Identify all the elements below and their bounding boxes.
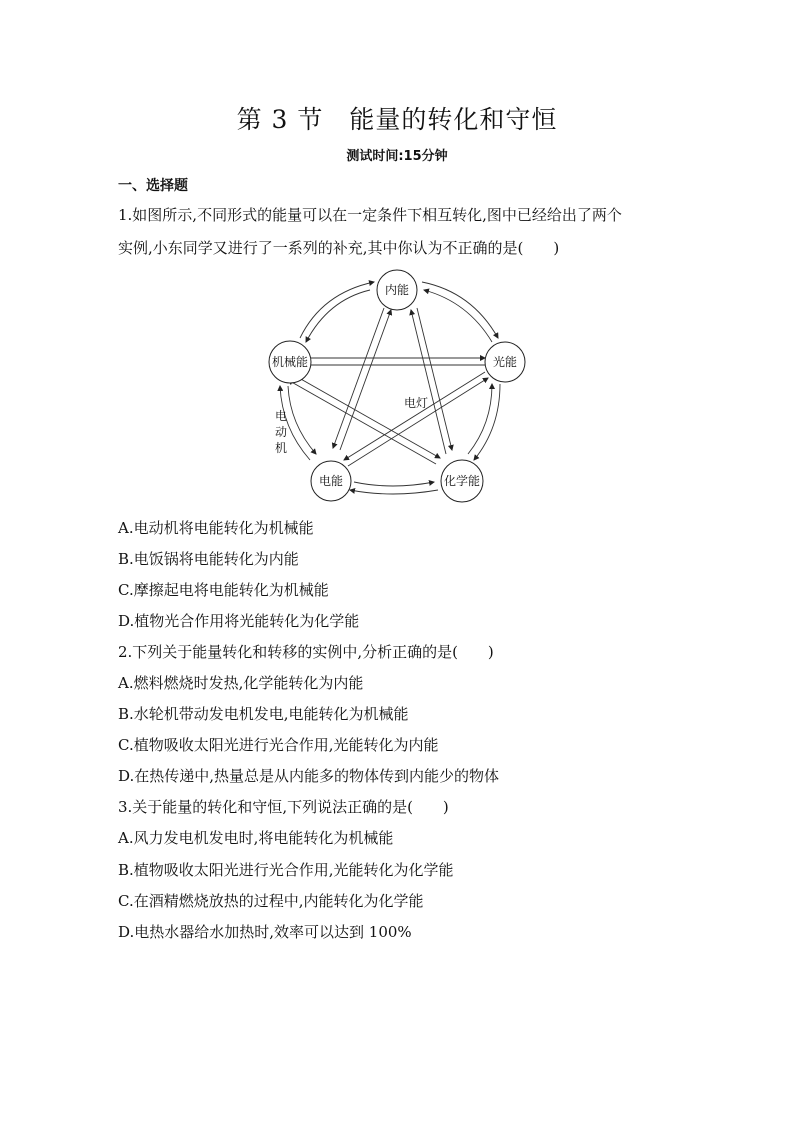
node-internal-label: 内能 — [384, 283, 410, 297]
arrow-chemical-to-light — [468, 384, 492, 454]
q3-stem: 3.关于能量的转化和守恒,下列说法正确的是( ) — [118, 798, 449, 816]
q2-option-b: B.水轮机带动发电机发电,电能转化为机械能 — [118, 705, 409, 723]
q3-option-d: D.电热水器给水加热时,效率可以达到 100% — [118, 923, 412, 941]
lamp-label: 电灯 — [403, 396, 429, 410]
q1-option-a: A.电动机将电能转化为机械能 — [118, 519, 314, 537]
arrow-mechanical-to-electric — [288, 386, 316, 454]
node-light-label: 光能 — [492, 355, 518, 369]
arrow-internal-to-electric — [333, 308, 384, 448]
arrow-mechanical-to-chemical — [292, 374, 440, 458]
arrow-electric-to-chemical — [354, 482, 434, 486]
arrow-chemical-to-electric — [350, 490, 438, 494]
arrow-electric-to-light — [348, 378, 488, 466]
node-chemical-label: 化学能 — [443, 474, 481, 488]
q3-option-c: C.在酒精燃烧放热的过程中,内能转化为化学能 — [118, 892, 424, 910]
q2-option-c: C.植物吸收太阳光进行光合作用,光能转化为内能 — [118, 736, 439, 754]
page-title: 第 3 节 能量的转化和守恒 — [236, 105, 558, 134]
q2-stem: 2.下列关于能量转化和转移的实例中,分析正确的是( ) — [118, 643, 494, 661]
arrow-chemical-to-internal — [411, 310, 446, 454]
q2-option-a: A.燃料燃烧时发热,化学能转化为内能 — [118, 674, 364, 692]
q3-option-b: B.植物吸收太阳光进行光合作用,光能转化为化学能 — [118, 861, 454, 879]
q1-option-b: B.电饭锅将电能转化为内能 — [118, 550, 299, 568]
arrow-electric-to-internal — [340, 310, 391, 450]
arrow-chemical-to-mechanical — [288, 380, 436, 464]
q3-option-a: A.风力发电机发电时,将电能转化为机械能 — [118, 829, 394, 847]
q1-option-c: C.摩擦起电将电能转化为机械能 — [118, 581, 329, 599]
energy-conversion-diagram — [262, 268, 542, 508]
arrow-light-to-chemical — [474, 384, 500, 460]
test-time: 测试时间:15分钟 — [346, 149, 448, 164]
motor-label-1: 电 — [274, 409, 288, 423]
motor-label-2: 动 — [274, 425, 288, 439]
q1-stem-line1: 1.如图所示,不同形式的能量可以在一定条件下相互转化,图中已经给出了两个 — [118, 206, 622, 224]
arrow-internal-to-light — [422, 282, 498, 338]
node-mechanical-label: 机械能 — [271, 355, 309, 369]
section-heading: 一、选择题 — [118, 178, 188, 194]
motor-label-3: 机 — [274, 441, 288, 455]
arrow-internal-to-mechanical — [306, 290, 370, 342]
arrow-internal-to-chemical — [417, 308, 452, 450]
node-electric-label: 电能 — [318, 474, 344, 488]
q1-option-d: D.植物光合作用将光能转化为化学能 — [118, 612, 360, 630]
q1-stem-line2: 实例,小东同学又进行了一系列的补充,其中你认为不正确的是( ) — [118, 239, 560, 257]
q2-option-d: D.在热传递中,热量总是从内能多的物体传到内能少的物体 — [118, 767, 500, 785]
arrow-mechanical-to-internal — [300, 282, 374, 338]
